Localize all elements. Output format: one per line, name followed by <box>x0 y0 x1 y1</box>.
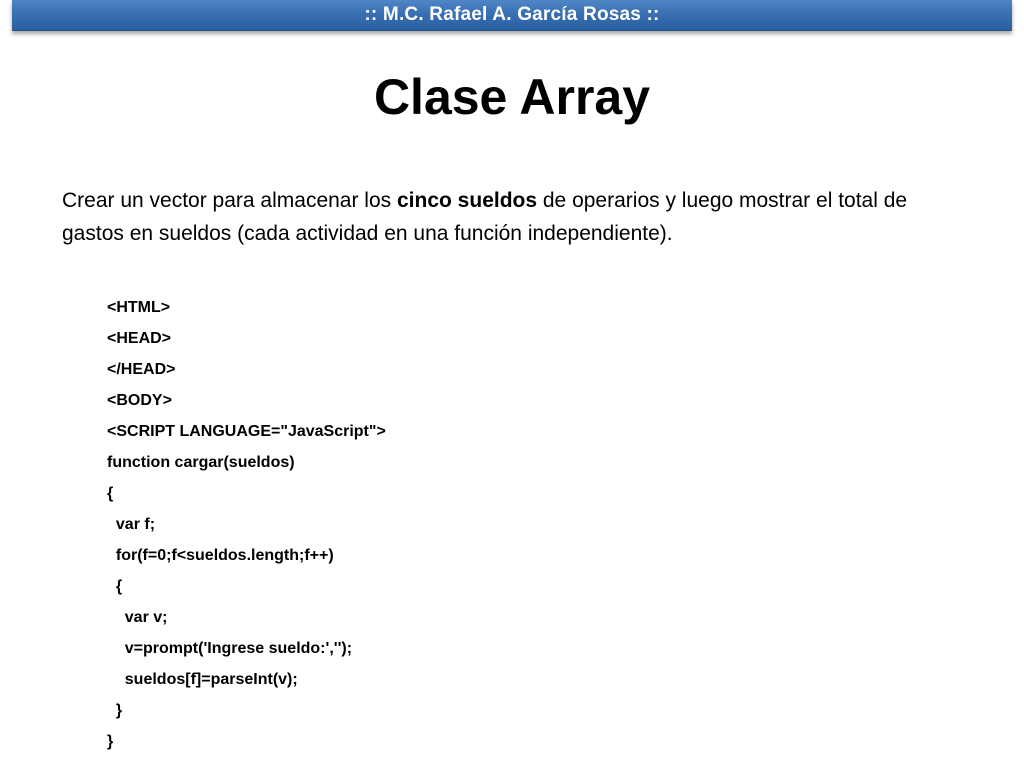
code-line: <SCRIPT LANGUAGE="JavaScript"> <box>107 423 386 440</box>
banner-text: :: M.C. Rafael A. García Rosas :: <box>364 4 660 25</box>
code-line: function cargar(sueldos) <box>107 454 295 471</box>
code-line: for(f=0;f<sueldos.length;f++) <box>107 547 334 564</box>
code-line: } <box>107 733 114 750</box>
code-line: <BODY> <box>107 392 172 409</box>
intro-bold-text: cinco sueldos <box>397 189 538 212</box>
intro-paragraph <box>62 184 962 250</box>
code-line: var f; <box>107 516 156 533</box>
code-line: </HEAD> <box>107 361 176 378</box>
code-line: { <box>107 485 114 502</box>
code-listing <box>107 292 707 757</box>
code-line: { <box>107 578 123 595</box>
intro-text-start: Crear un vector para almacenar los <box>62 189 397 212</box>
code-line: sueldos[f]=parseInt(v); <box>107 671 298 688</box>
header-banner <box>12 0 1012 31</box>
intro-text-end: de operarios y luego mostrar el total de gastos en sueldos (cada actividad en una función independiente). <box>62 189 908 245</box>
code-line: } <box>107 702 123 719</box>
code-line: <HTML> <box>107 299 171 316</box>
code-line: v=prompt('Ingrese sueldo:',''); <box>107 640 353 657</box>
code-line: <HEAD> <box>107 330 172 347</box>
code-line: var v; <box>107 609 168 626</box>
slide-title: Clase Array <box>373 69 651 125</box>
